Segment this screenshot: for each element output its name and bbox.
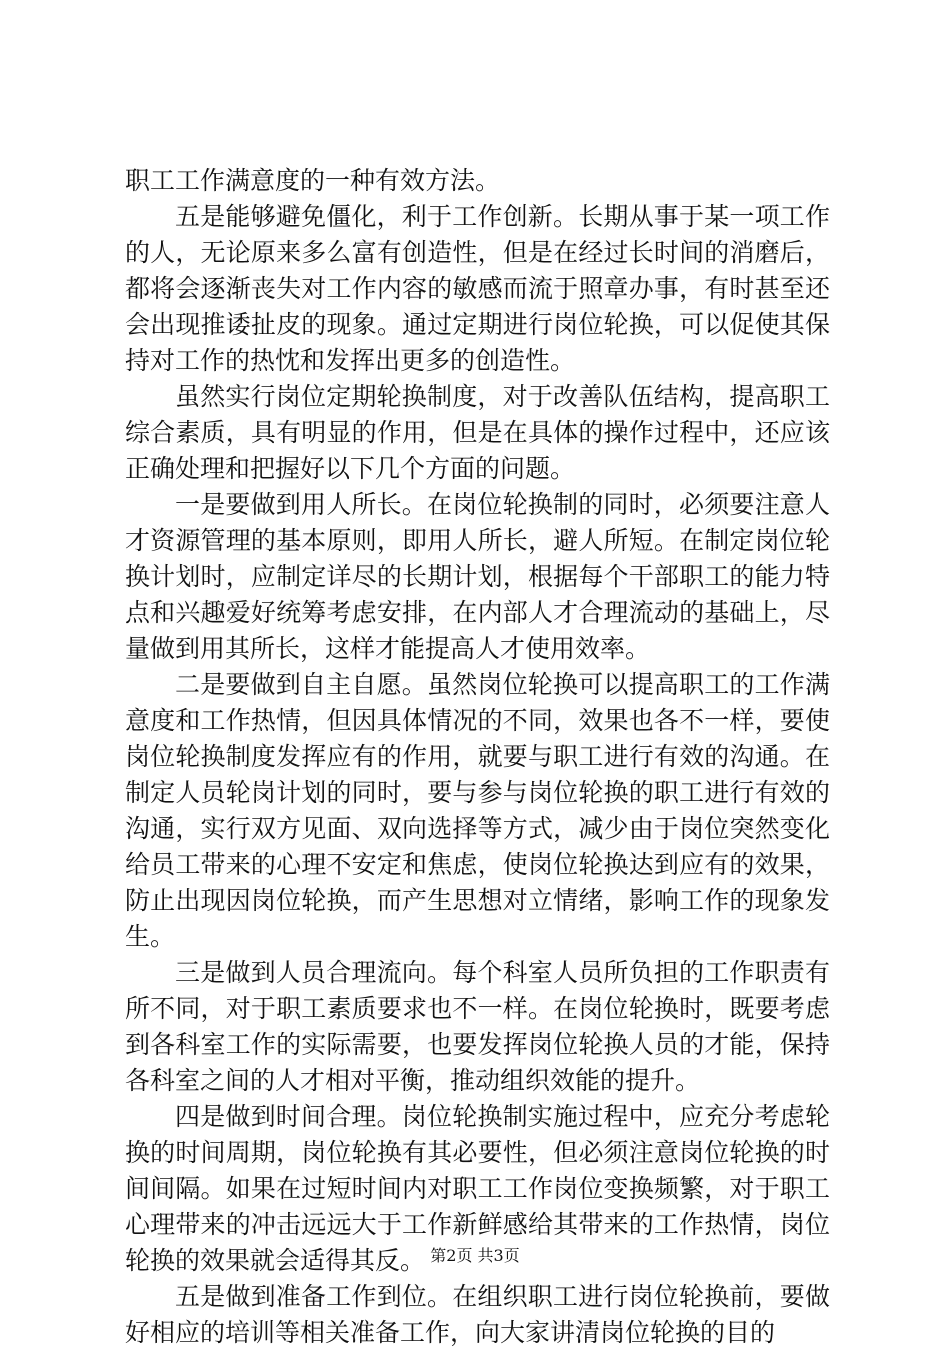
paragraph: 虽然实行岗位定期轮换制度，对于改善队伍结构，提高职工综合素质，具有明显的作用，但是在具体的操作过程中，还应该正确处理和把握好以下几个方面的问题。 — [125, 382, 830, 483]
paragraph: 二是要做到自主自愿。虽然岗位轮换可以提高职工的工作满意度和工作热情，但因具体情况的不同，效果也各不一样，要使岗位轮换制度发挥应有的作用，就要与职工进行有效的沟通。在制定人员轮岗计划的同时，要与参与岗位轮换的职工进行有效的沟通，实行双方见面、双向选择等方式，减少由于岗位突然变化给员工带来的心理不安定和焦虑，使岗位轮换达到应有的效果，防止出现因岗位轮换，而产生思想对立情绪，影响工作的现象发生。 — [125, 670, 830, 951]
paragraph: 职工工作满意度的一种有效方法。 — [125, 166, 501, 195]
page-number-footer: 第2页 共3页 — [430, 1246, 520, 1265]
paragraph: 三是做到人员合理流向。每个科室人员所负担的工作职责有所不同，对于职工素质要求也不一样。在岗位轮换时，既要考虑到各科室工作的实际需要，也要发挥岗位轮换人员的才能，保持各科室之间的人才相对平衡，推动组织效能的提升。 — [125, 958, 830, 1095]
paragraph: 四是做到时间合理。岗位轮换制实施过程中，应充分考虑轮换的时间周期，岗位轮换有其必要性，但必须注意岗位轮换的时间间隔。如果在过短时间内对职工工作岗位变换频繁，对于职工心理带来的冲击远远大于工作新鲜感给其带来的工作热情，岗位轮换的效果就会适得其反。 — [125, 1102, 830, 1275]
document-body — [125, 163, 830, 1351]
paragraph: 五是能够避免僵化，利于工作创新。长期从事于某一项工作的人，无论原来多么富有创造性，但是在经过长时间的消磨后，都将会逐渐丧失对工作内容的敏感而流于照章办事，有时甚至还会出现推诿扯皮的现象。通过定期进行岗位轮换，可以促使其保持对工作的热忱和发挥出更多的创造性。 — [125, 202, 830, 375]
paragraph: 一是要做到用人所长。在岗位轮换制的同时，必须要注意人才资源管理的基本原则，即用人所长，避人所短。在制定岗位轮换计划时，应制定详尽的长期计划，根据每个干部职工的能力特点和兴趣爱好统筹考虑安排，在内部人才合理流动的基础上，尽量做到用其所长，这样才能提高人才使用效率。 — [125, 490, 830, 663]
paragraph: 五是做到准备工作到位。在组织职工进行岗位轮换前，要做好相应的培训等相关准备工作，向大家讲清岗位轮换的目的 — [125, 1282, 830, 1347]
